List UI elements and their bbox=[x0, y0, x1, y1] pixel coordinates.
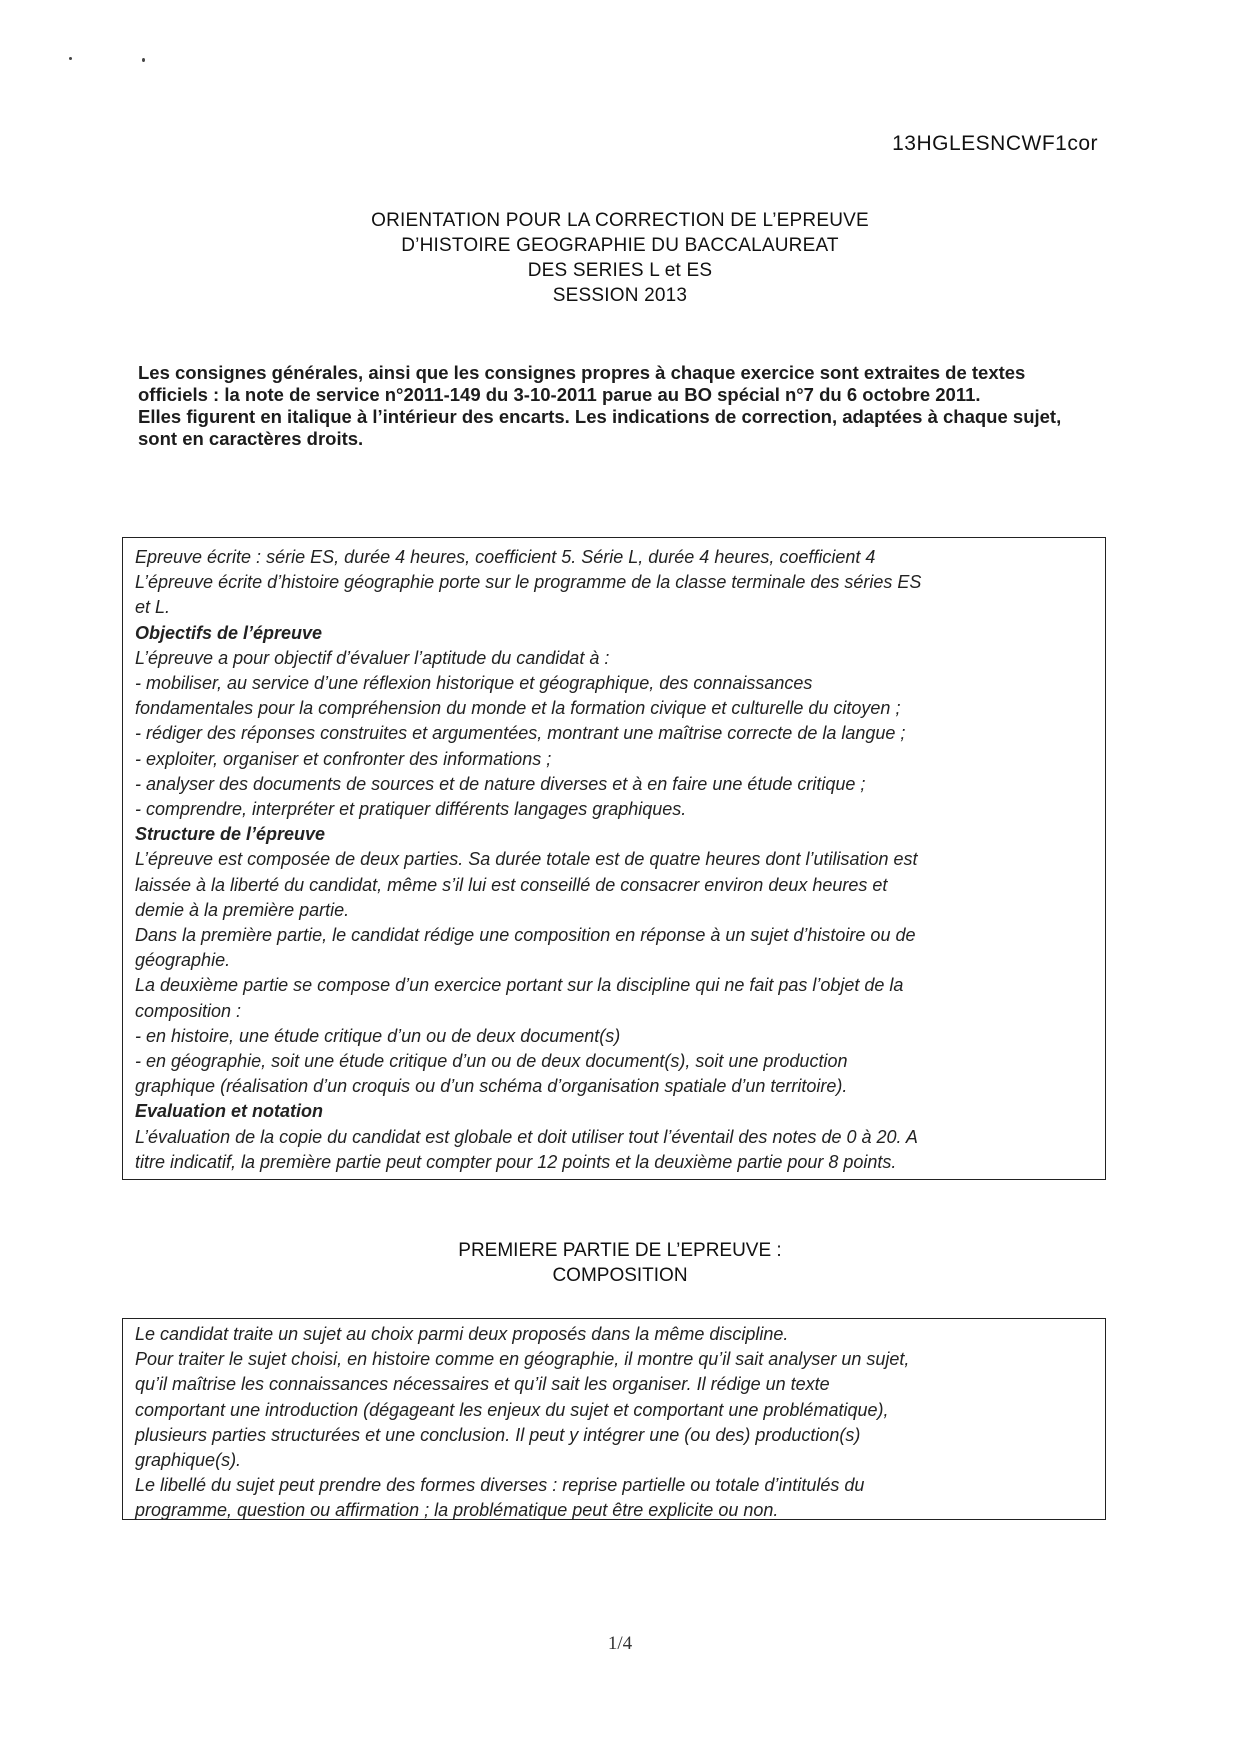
document-title bbox=[0, 208, 1240, 308]
box-subheading: Structure de l’épreuve bbox=[135, 824, 326, 845]
box-text-line: - exploiter, organiser et confronter des informations ; bbox=[135, 748, 552, 769]
box-text-line: laissée à la liberté du candidat, même s’il lui est conseillé de consacrer environ deux heures et bbox=[135, 874, 888, 895]
box-text-line: - comprendre, interpréter et pratiquer différents langages graphiques. bbox=[135, 799, 687, 820]
box-text-line: L’épreuve écrite d’histoire géographie porte sur le programme de la classe terminale des séries ES bbox=[135, 572, 922, 593]
box-text-line: titre indicatif, la première partie peut compter pour 12 points et la deuxième partie pour 8 points. bbox=[135, 1151, 897, 1172]
box-text-line: fondamentales pour la compréhension du monde et la formation civique et culturelle du citoyen ; bbox=[135, 698, 901, 719]
title-line: SESSION 2013 bbox=[552, 285, 688, 306]
title-line: ORIENTATION POUR LA CORRECTION DE L’EPREUVE bbox=[371, 210, 869, 231]
box-text-line: - rédiger des réponses construites et argumentées, montrant une maîtrise correcte de la langue ; bbox=[135, 723, 906, 744]
box-text-line: L’évaluation de la copie du candidat est globale et doit utiliser tout l’éventail des notes de 0 à 20. A bbox=[135, 1126, 918, 1147]
box-text-line: géographie. bbox=[135, 950, 231, 971]
box-subheading: Evaluation et notation bbox=[135, 1101, 324, 1122]
box-text-line: qu’il maîtrise les connaissances nécessaires et qu’il sait les organiser. Il rédige un texte bbox=[135, 1374, 830, 1395]
box-text-line: graphique(s). bbox=[135, 1450, 242, 1471]
box-text-line: plusieurs parties structurées et une conclusion. Il peut y intégrer une (ou des) production(s) bbox=[135, 1424, 861, 1445]
box-text-line: programme, question ou affirmation ; la problématique peut être explicite ou non. bbox=[135, 1500, 779, 1521]
box-text-line: graphique (réalisation d’un croquis ou d’un schéma d’organisation spatiale d’un territoire). bbox=[135, 1076, 848, 1097]
box-text-line: - analyser des documents de sources et de nature diverses et à en faire une étude critique ; bbox=[135, 773, 866, 794]
page-number: 1/4 bbox=[607, 1633, 633, 1654]
box-text-line: Dans la première partie, le candidat rédige une composition en réponse à un sujet d’histoire ou de bbox=[135, 925, 916, 946]
general-instructions bbox=[138, 362, 1098, 450]
box-text-line: composition : bbox=[135, 1000, 242, 1021]
section-heading-line: PREMIERE PARTIE DE L’EPREUVE : bbox=[458, 1240, 782, 1261]
box-text-line: - en histoire, une étude critique d’un ou de deux document(s) bbox=[135, 1025, 621, 1046]
title-line: DES SERIES L et ES bbox=[527, 260, 713, 281]
section-heading-line: COMPOSITION bbox=[552, 1265, 688, 1286]
box-text-line: Le libellé du sujet peut prendre des formes diverses : reprise partielle ou totale d’intitulés du bbox=[135, 1475, 865, 1496]
title-line: D’HISTOIRE GEOGRAPHIE DU BACCALAUREAT bbox=[401, 235, 839, 256]
scan-speck bbox=[69, 57, 72, 60]
scan-speck bbox=[142, 58, 145, 62]
box-subheading: Objectifs de l’épreuve bbox=[135, 622, 323, 643]
document-code: 13HGLESNCWF1cor bbox=[892, 132, 1098, 155]
box-text-line: - mobiliser, au service d’une réflexion historique et géographique, des connaissances bbox=[135, 673, 813, 694]
box-text-line: La deuxième partie se compose d’un exercice portant sur la discipline qui ne fait pas l’objet de la bbox=[135, 975, 904, 996]
box-text-line: Epreuve écrite : série ES, durée 4 heures, coefficient 5. Série L, durée 4 heures, coefficient 4 bbox=[135, 547, 876, 567]
instructions-paragraph: Les consignes générales, ainsi que les consignes propres à chaque exercice sont extraites de textes officiels : la note de service n°2011-149 du 3-10-2011 parue au BO spécial n°7 du 6 octobre 2011. bbox=[138, 362, 1026, 405]
box-text-line: demie à la première partie. bbox=[135, 899, 350, 920]
box-text-line: Le candidat traite un sujet au choix parmi deux proposés dans la même discipline. bbox=[135, 1324, 789, 1344]
section-heading bbox=[0, 1238, 1240, 1288]
exam-overview-box bbox=[122, 537, 1106, 1180]
composition-box bbox=[122, 1318, 1106, 1520]
box-text-line: comportant une introduction (dégageant les enjeux du sujet et comportant une problématique), bbox=[135, 1399, 889, 1420]
box-text-line: L’épreuve a pour objectif d’évaluer l’aptitude du candidat à : bbox=[135, 647, 610, 668]
box-text-line: L’épreuve est composée de deux parties. Sa durée totale est de quatre heures dont l’utilisation est bbox=[135, 849, 918, 870]
instructions-paragraph: Elles figurent en italique à l’intérieur des encarts. Les indications de correction, adaptées à chaque sujet, sont en caractères droits. bbox=[138, 406, 1062, 449]
box-text-line: et L. bbox=[135, 597, 171, 618]
box-text-line: - en géographie, soit une étude critique d’un ou de deux document(s), soit une production bbox=[135, 1051, 848, 1072]
box-text-line: Pour traiter le sujet choisi, en histoire comme en géographie, il montre qu’il sait analyser un sujet, bbox=[135, 1349, 910, 1370]
